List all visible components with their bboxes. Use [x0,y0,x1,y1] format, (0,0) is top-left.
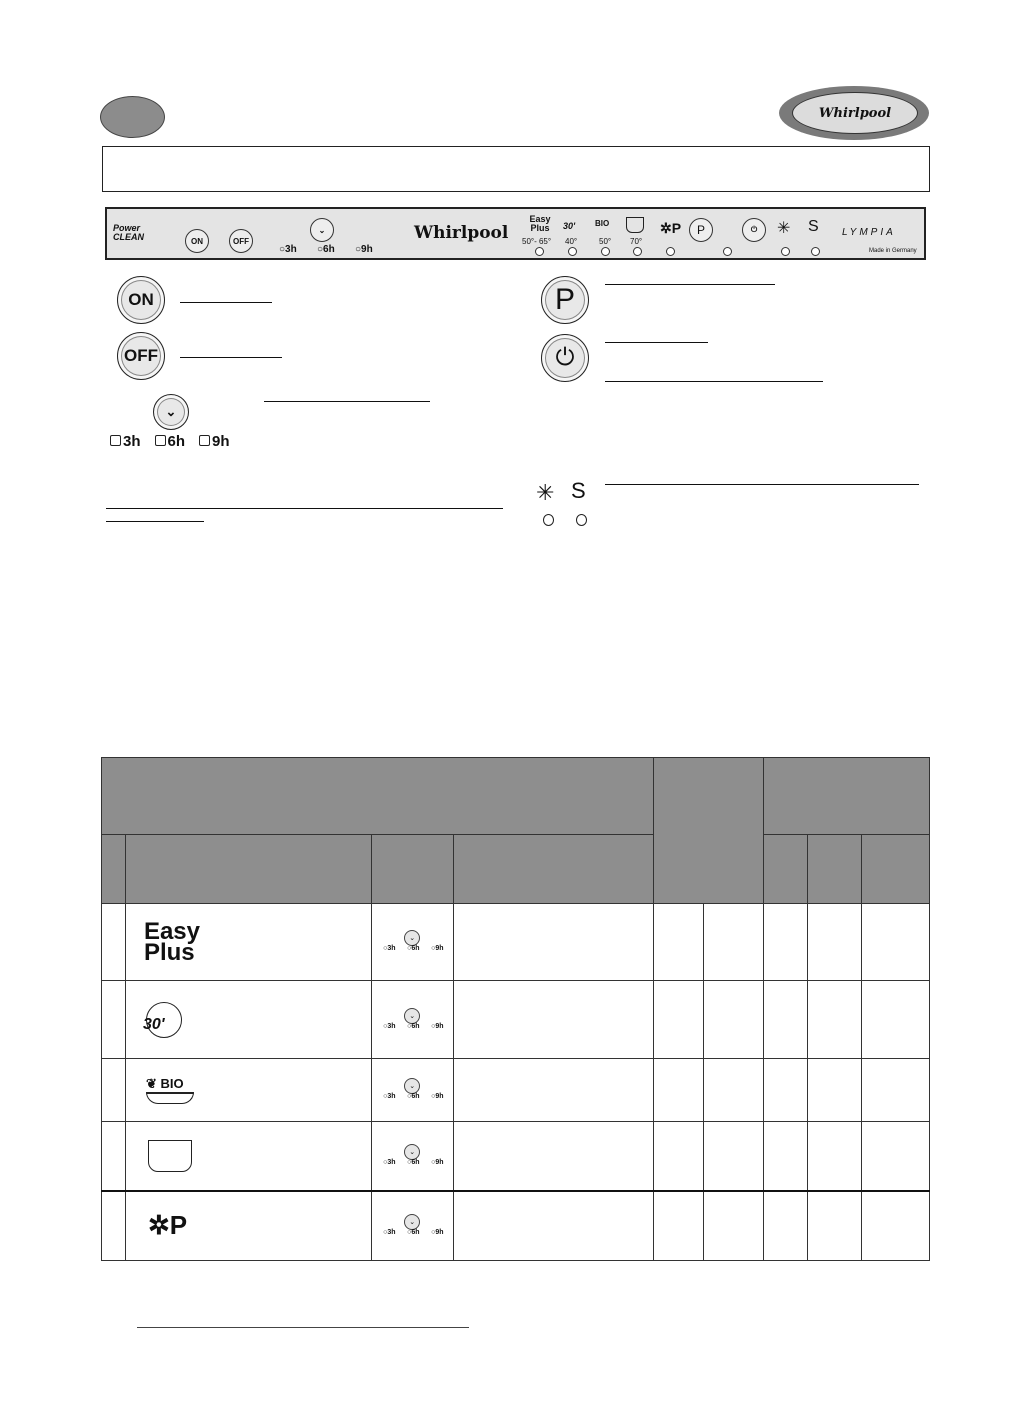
table-row [102,1122,930,1191]
table-row [102,1059,930,1122]
legend-start-line-1 [605,342,708,343]
table-header-col-9 [862,835,930,904]
table-header-col-7 [764,835,808,904]
panel-off-button[interactable]: OFF [229,229,253,253]
panel-led-extra [723,247,732,256]
table-header-col-8 [808,835,862,904]
pot-icon [626,217,644,233]
page-title-box [102,146,930,192]
footnote-line [137,1327,469,1328]
pot-icon [125,1122,371,1191]
legend-s-line [605,484,919,485]
brand-logo [779,86,929,140]
table-row [102,1191,930,1261]
table-row [102,981,930,1059]
panel-s-label: S [808,218,819,235]
panel-p-sparkle-label: ✲P [660,220,682,236]
legend-start-button [541,334,589,382]
legend-start-line-2 [605,381,823,382]
legend-led-salt [543,514,554,526]
legend-delay-desc-line-1 [106,508,503,509]
control-panel [105,207,926,260]
legend-s-label: S [571,478,586,503]
brand-logo-text: Whirlpool [792,92,918,134]
panel-prog-30-label: 30' [563,221,576,231]
power-icon: ⏻ [555,344,575,371]
panel-led-bio [601,247,610,256]
panel-delay-9h: ○9h [355,244,373,255]
panel-made-in: Made in Germany [869,248,917,254]
program-table [101,757,930,1261]
panel-led-30 [568,247,577,256]
table-header-group-2 [764,758,930,835]
panel-prog-pot-temp: 70° [630,237,643,246]
table-header-col-3 [371,835,453,904]
panel-prog-30-temp: 40° [565,237,578,246]
legend-delay-button [153,394,189,430]
panel-prog-easyplus-temp: 50°- 65° [522,237,552,246]
panel-led-pot [633,247,642,256]
legend-p-button: P [541,276,589,324]
table-header-main [102,758,654,835]
panel-prog-easyplus-label: Easy Plus [529,214,551,233]
chevron-down-icon: ⌄ [318,225,326,235]
legend-delay-desc-line-2 [106,521,204,522]
legend-off-button: OFF [117,332,165,380]
mini-delay-panel: ⌄ ○3h ○6h ○9h [377,1078,447,1102]
power-clean-label: Power CLEAN [113,223,144,242]
legend-on-button: ON [117,276,165,324]
legend-delay-options: 3h 6h 9h [110,433,244,450]
panel-delay-6h: ○6h [317,244,335,255]
panel-led-s [811,247,820,256]
panel-on-button[interactable]: ON [185,229,209,253]
panel-led-p [666,247,675,256]
panel-brand: Whirlpool [414,223,509,243]
mini-delay-panel: ⌄ ○3h ○6h ○9h [377,1008,447,1032]
panel-prog-bio-label: BIO [595,219,610,228]
panel-salt-icon: ✳ [777,220,791,237]
table-header-group-1 [654,758,764,904]
legend-delay-line [264,401,430,402]
legend-p-line [605,284,775,285]
power-icon: ⏻ [750,225,758,234]
panel-delay-3h: ○3h [279,244,297,255]
table-header-col-2 [125,835,371,904]
chevron-down-icon: ⌄ [165,404,177,419]
table-header-col-4 [453,835,654,904]
legend-on-line [180,302,272,303]
quick-30-icon: 30' [125,981,371,1059]
panel-led-salt [781,247,790,256]
panel-start-button[interactable] [742,218,766,242]
salt-icon: ✳ [536,480,555,505]
bio-icon: ❦ BIO [125,1059,371,1122]
panel-p-button[interactable]: P [689,218,713,242]
prewash-p-icon: ✲P [125,1191,371,1261]
table-header-col-1 [102,835,126,904]
table-row [102,904,930,981]
mini-delay-panel: ⌄ ○3h ○6h ○9h [377,1144,447,1168]
mini-delay-panel: ⌄ ○3h ○6h ○9h [377,1214,447,1238]
language-marker [100,96,165,138]
panel-delay-button[interactable] [310,218,334,242]
mini-delay-panel: ⌄ ○3h ○6h ○9h [377,930,447,954]
legend-led-s [576,514,587,526]
legend-off-line [180,357,282,358]
panel-prog-bio-temp: 50° [599,237,612,246]
easy-plus-icon: Easy Plus [125,904,371,981]
panel-model: LYMPIA [842,227,896,238]
panel-led-easyplus [535,247,544,256]
